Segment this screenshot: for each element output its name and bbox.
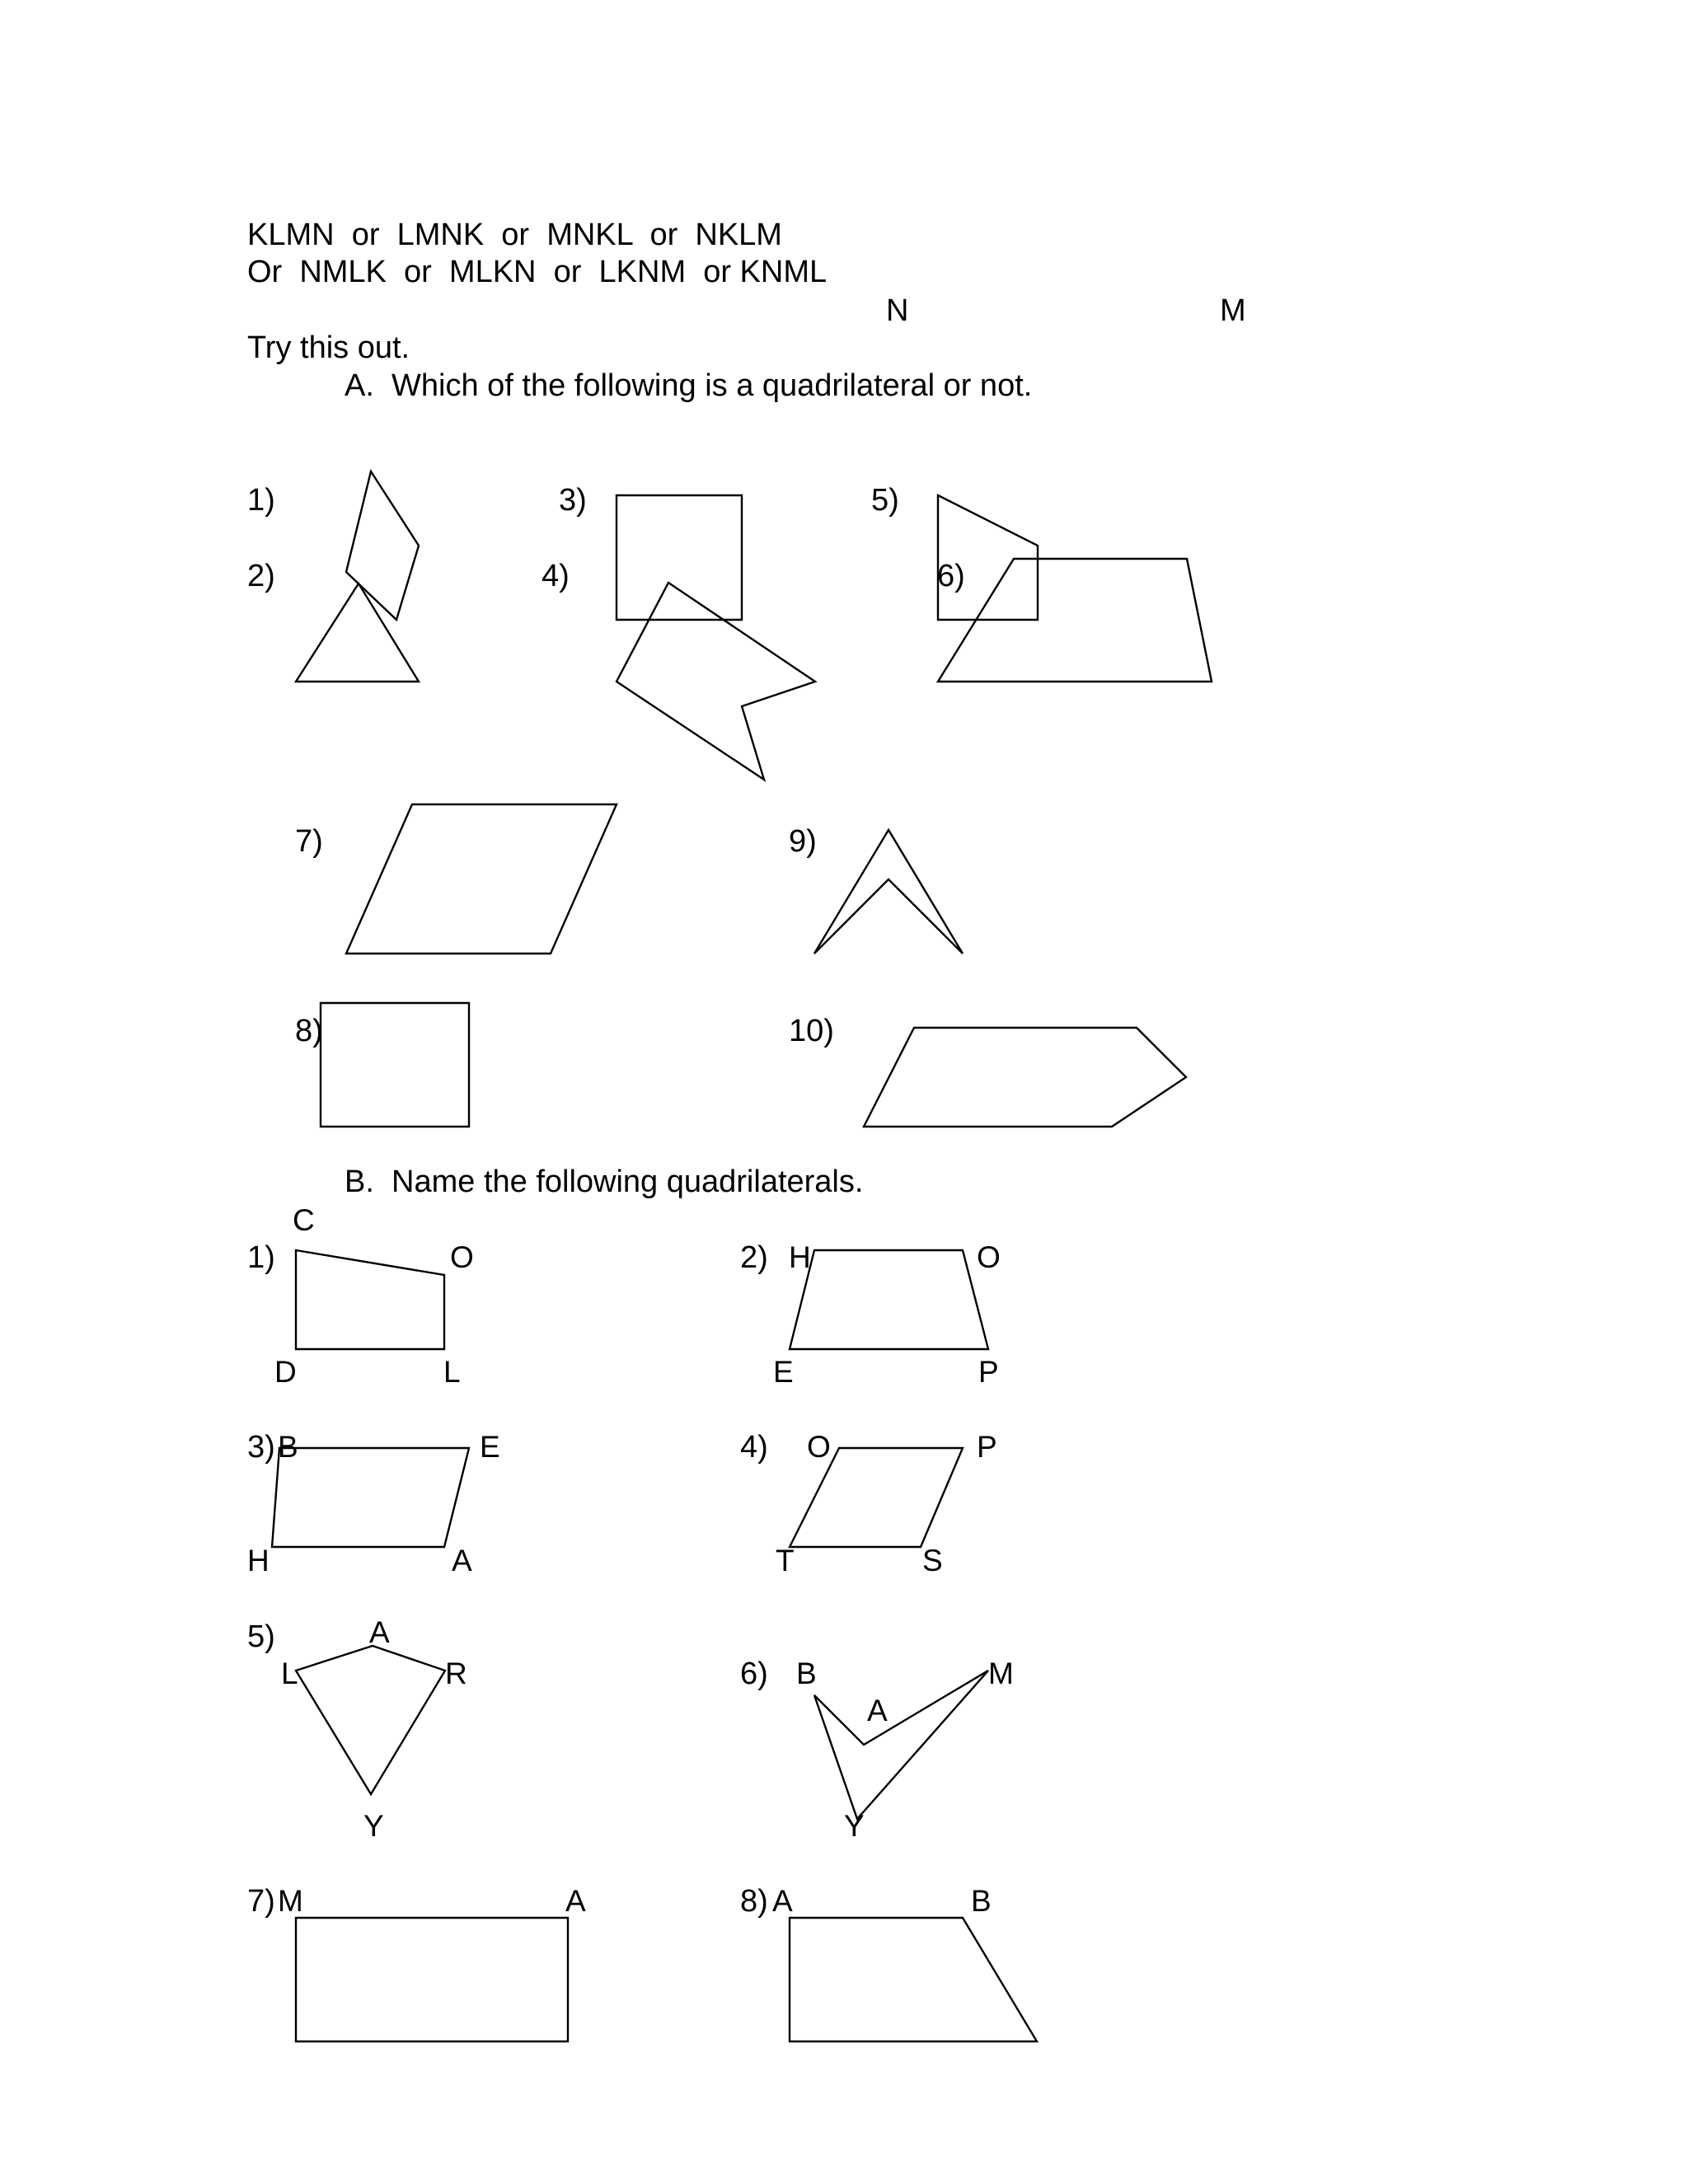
a-item-1-label: 1) <box>247 483 275 518</box>
b5-vertex-y: Y <box>363 1809 384 1843</box>
header-line-1: KLMN or LMNK or MNKL or NKLM <box>247 218 782 252</box>
b6-vertex-y: Y <box>844 1809 865 1843</box>
b-item-3-number: 3) <box>247 1430 275 1465</box>
b3-vertex-a: A <box>452 1544 472 1577</box>
a-item-2-label: 2) <box>247 559 275 593</box>
a-item-4-label: 4) <box>542 559 570 593</box>
a-item-10-label: 10) <box>789 1014 834 1048</box>
section-a-heading: A. Which of the following is a quadrilateral or not. <box>345 368 1033 403</box>
b3-vertex-h: H <box>247 1544 270 1577</box>
stray-label-n: N <box>886 293 909 328</box>
b5-vertex-r: R <box>445 1657 467 1690</box>
b4-vertex-o: O <box>807 1430 831 1464</box>
b-item-2-number: 2) <box>740 1240 768 1275</box>
a-item-5-label: 5) <box>871 483 899 518</box>
b5-kite-alry <box>296 1646 445 1794</box>
section-b-heading: B. Name the following quadrilaterals. <box>345 1165 864 1199</box>
b-item-1-number: 1) <box>247 1240 275 1275</box>
a8-square <box>321 1003 469 1127</box>
b4-vertex-p: P <box>977 1430 997 1464</box>
b8-trapezoid-ab <box>790 1918 1037 2041</box>
b2-vertex-h: H <box>789 1240 811 1274</box>
b4-vertex-t: T <box>776 1544 795 1577</box>
a-item-8-label: 8) <box>295 1014 323 1048</box>
b1-vertex-c: C <box>293 1203 315 1237</box>
b6-concave-bamy <box>814 1671 988 1819</box>
b3-vertex-e: E <box>480 1430 500 1464</box>
a10-pentagon <box>864 1028 1186 1127</box>
b-item-8-number: 8) <box>740 1884 768 1919</box>
b6-vertex-m: M <box>988 1657 1014 1690</box>
b4-parallelogram-opts <box>790 1448 963 1547</box>
header-line-2: Or NMLK or MLKN or LKNM or KNML <box>247 255 828 289</box>
a2-triangle <box>296 583 419 682</box>
b5-vertex-a: A <box>369 1615 390 1649</box>
b3-parallelogram-beha <box>272 1448 469 1547</box>
b6-vertex-b: B <box>796 1657 817 1690</box>
b-item-4-number: 4) <box>740 1430 768 1465</box>
stray-label-m: M <box>1220 293 1246 328</box>
a9-arrowhead <box>814 830 963 954</box>
a7-parallelogram <box>346 804 617 954</box>
b7-rectangle-ma <box>296 1918 568 2041</box>
b7-vertex-a: A <box>565 1884 586 1918</box>
a3-square <box>617 495 742 620</box>
b5-vertex-l: L <box>281 1657 298 1690</box>
b6-vertex-a: A <box>867 1694 888 1727</box>
b8-vertex-b: B <box>971 1884 992 1918</box>
a-item-7-label: 7) <box>295 824 323 859</box>
a-item-9-label: 9) <box>789 824 817 859</box>
b8-vertex-a: A <box>772 1884 793 1918</box>
intro-text: Try this out. <box>247 330 410 365</box>
b-item-7-number: 7) <box>247 1884 275 1919</box>
b1-quadrilateral-cold <box>296 1250 444 1349</box>
b1-vertex-o: O <box>450 1240 474 1274</box>
a-item-3-label: 3) <box>559 483 587 518</box>
a-item-6-label: 6) <box>937 559 965 593</box>
b-item-6-number: 6) <box>740 1657 768 1691</box>
b4-vertex-s: S <box>922 1544 943 1577</box>
b3-vertex-b: B <box>278 1430 298 1464</box>
b2-vertex-o: O <box>977 1240 1001 1274</box>
b2-vertex-p: P <box>978 1355 999 1389</box>
b1-vertex-l: L <box>443 1355 461 1389</box>
b2-trapezoid-hoep <box>790 1250 988 1349</box>
a1-quadrilateral <box>346 471 419 620</box>
b7-vertex-m: M <box>278 1884 303 1918</box>
b1-vertex-d: D <box>274 1355 297 1389</box>
b-item-5-number: 5) <box>247 1619 275 1654</box>
a4-polygon <box>617 583 815 780</box>
b2-vertex-e: E <box>773 1355 794 1389</box>
